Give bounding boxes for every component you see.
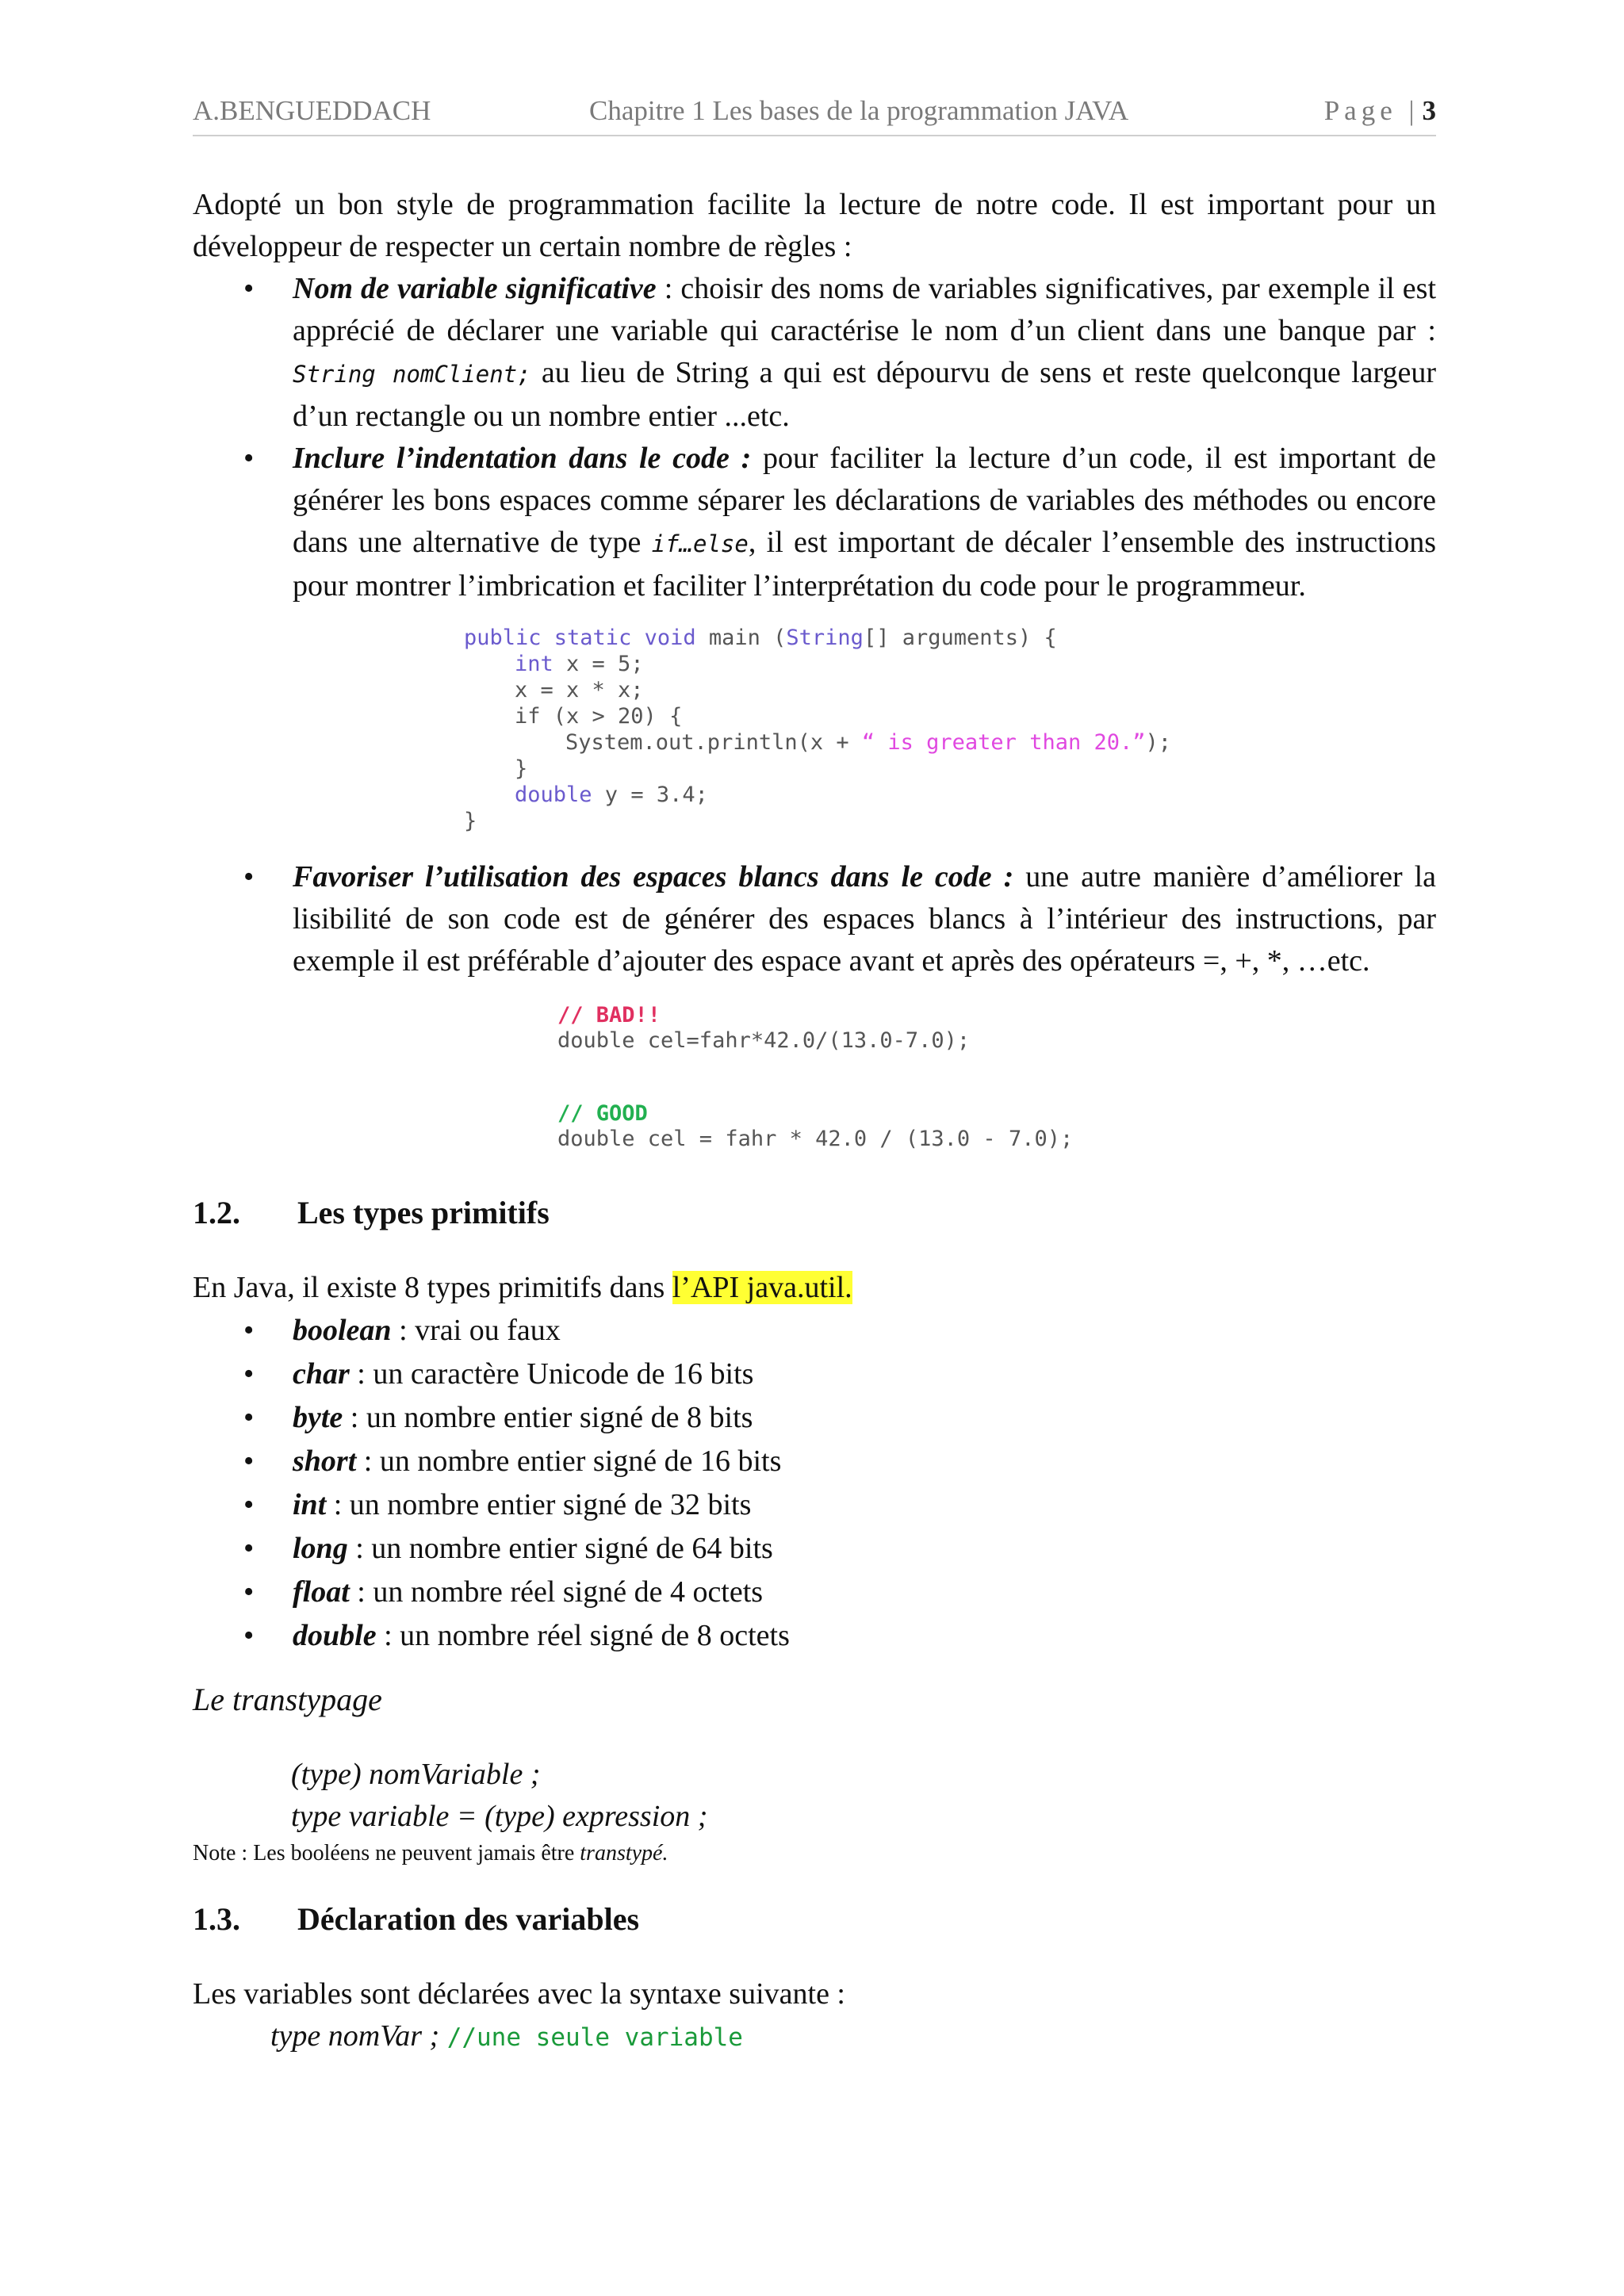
cast-syntax-2: type variable = (type) expression ; — [291, 1800, 708, 1833]
header-page-sep: | — [1408, 95, 1419, 126]
type-item: • short : un nombre entier signé de 16 bits — [193, 1440, 1436, 1483]
primitive-types-intro: En Java, il existe 8 types primitifs dans l’API java.util. — [193, 1271, 852, 1304]
declaration-intro: Les variables sont déclarées avec la syntaxe suivante : — [193, 1977, 845, 2011]
header-page-word: Page — [1323, 95, 1397, 126]
highlighted-text: l’API java.util. — [672, 1271, 852, 1304]
primitive-types-list — [193, 1309, 1436, 1658]
header-chapter: Chapitre 1 Les bases de la programmation JAVA — [589, 95, 1129, 126]
rule-term: Nom de variable significative — [293, 272, 657, 305]
code-line: public static void main (String[] arguments) { — [464, 626, 1057, 650]
type-item: • double : un nombre réel signé de 8 octets — [193, 1614, 1436, 1658]
rule-text: pour faciliter la lecture d’un code, il est important de générer les bons espaces comme séparer les déclarations de variables des méthodes ou encore dans une alternative de type — [293, 442, 1436, 559]
page-header — [193, 95, 1436, 136]
rule-item — [193, 438, 1436, 607]
type-item: • float : un nombre réel signé de 4 octets — [193, 1571, 1436, 1614]
cast-subheading: Le transtypage — [193, 1682, 382, 1717]
section-heading-1-3: 1.3. Déclaration des variables — [193, 1901, 640, 1937]
style-rules-list — [193, 268, 1436, 607]
bad-code: double cel=fahr*42.0/(13.0-7.0); — [557, 1028, 971, 1053]
type-item: • byte : un nombre entier signé de 8 bits — [193, 1396, 1436, 1440]
whitespace-code-example — [557, 1003, 1436, 1152]
rule-item — [193, 856, 1436, 982]
type-item: • long : un nombre entier signé de 64 bits — [193, 1527, 1436, 1571]
rule-text: : choisir des noms de variables significatives, par exemple il est apprécié de déclarer une variable qui caractérise le nom d’un client dans une banque par : — [293, 272, 1437, 347]
page-content — [193, 184, 1436, 2059]
code-line: } — [515, 756, 528, 781]
bad-comment: // BAD!! — [557, 1003, 661, 1027]
rule-text: , il est important de décaler l’ensemble des instructions pour montrer l’imbrication et faciliter l’interprétation du code pour le programmeur. — [293, 526, 1436, 603]
code-line: int x = 5; — [515, 652, 644, 676]
type-item: • char : un caractère Unicode de 16 bits — [193, 1353, 1436, 1396]
page-number: 3 — [1422, 95, 1436, 126]
indentation-code-example — [464, 625, 1436, 834]
header-page-number — [1324, 95, 1436, 127]
style-rules-list-2 — [193, 856, 1436, 982]
section-heading-1-2: 1.2. Les types primitifs — [193, 1195, 550, 1230]
header-author: A.BENGUEDDACH — [193, 95, 431, 126]
type-item: • int : un nombre entier signé de 32 bits — [193, 1483, 1436, 1527]
type-item: • boolean : vrai ou faux — [193, 1309, 1436, 1353]
rule-term: Favoriser l’utilisation des espaces blancs dans le code : — [293, 860, 1014, 894]
code-line: double y = 3.4; — [515, 783, 708, 807]
cast-note: Note : Les booléens ne peuvent jamais être transtypé. — [193, 1841, 668, 1866]
code-comment: //une seule variable — [446, 2023, 743, 2052]
rule-inline-code: if…else — [651, 530, 749, 557]
rule-term: Inclure l’indentation dans le code : — [293, 442, 752, 475]
intro-paragraph: Adopté un bon style de programmation facilite la lecture de notre code. Il est important pour un développeur de respecter un certain nombre de règles : — [193, 188, 1436, 263]
rule-inline-code: String nomClient; — [293, 361, 531, 388]
cast-syntax-1: (type) nomVariable ; — [291, 1758, 541, 1791]
code-line: x = x * x; — [515, 678, 644, 702]
code-line: System.out.println(x + “ is greater than 20.”); — [565, 730, 1172, 755]
good-code: double cel = fahr * 42.0 / (13.0 - 7.0); — [557, 1127, 1074, 1151]
good-comment: // GOOD — [557, 1101, 648, 1126]
code-line: if (x > 20) { — [515, 704, 683, 729]
rule-item — [193, 268, 1436, 438]
declaration-syntax: type nomVar ; //une seule variable — [270, 2019, 743, 2053]
rule-text: une autre manière d’améliorer la lisibilité de son code est de générer des espaces blancs à l’intérieur des instructions, par exemple il est préférable d’ajouter des espace avant et après des opérateurs =, +, *, …etc. — [293, 860, 1436, 978]
rule-text: au lieu de String a qui est dépourvu de sens et reste quelconque largeur d’un rectangle ou un nombre entier ...etc. — [293, 356, 1436, 433]
code-line: } — [464, 809, 477, 833]
